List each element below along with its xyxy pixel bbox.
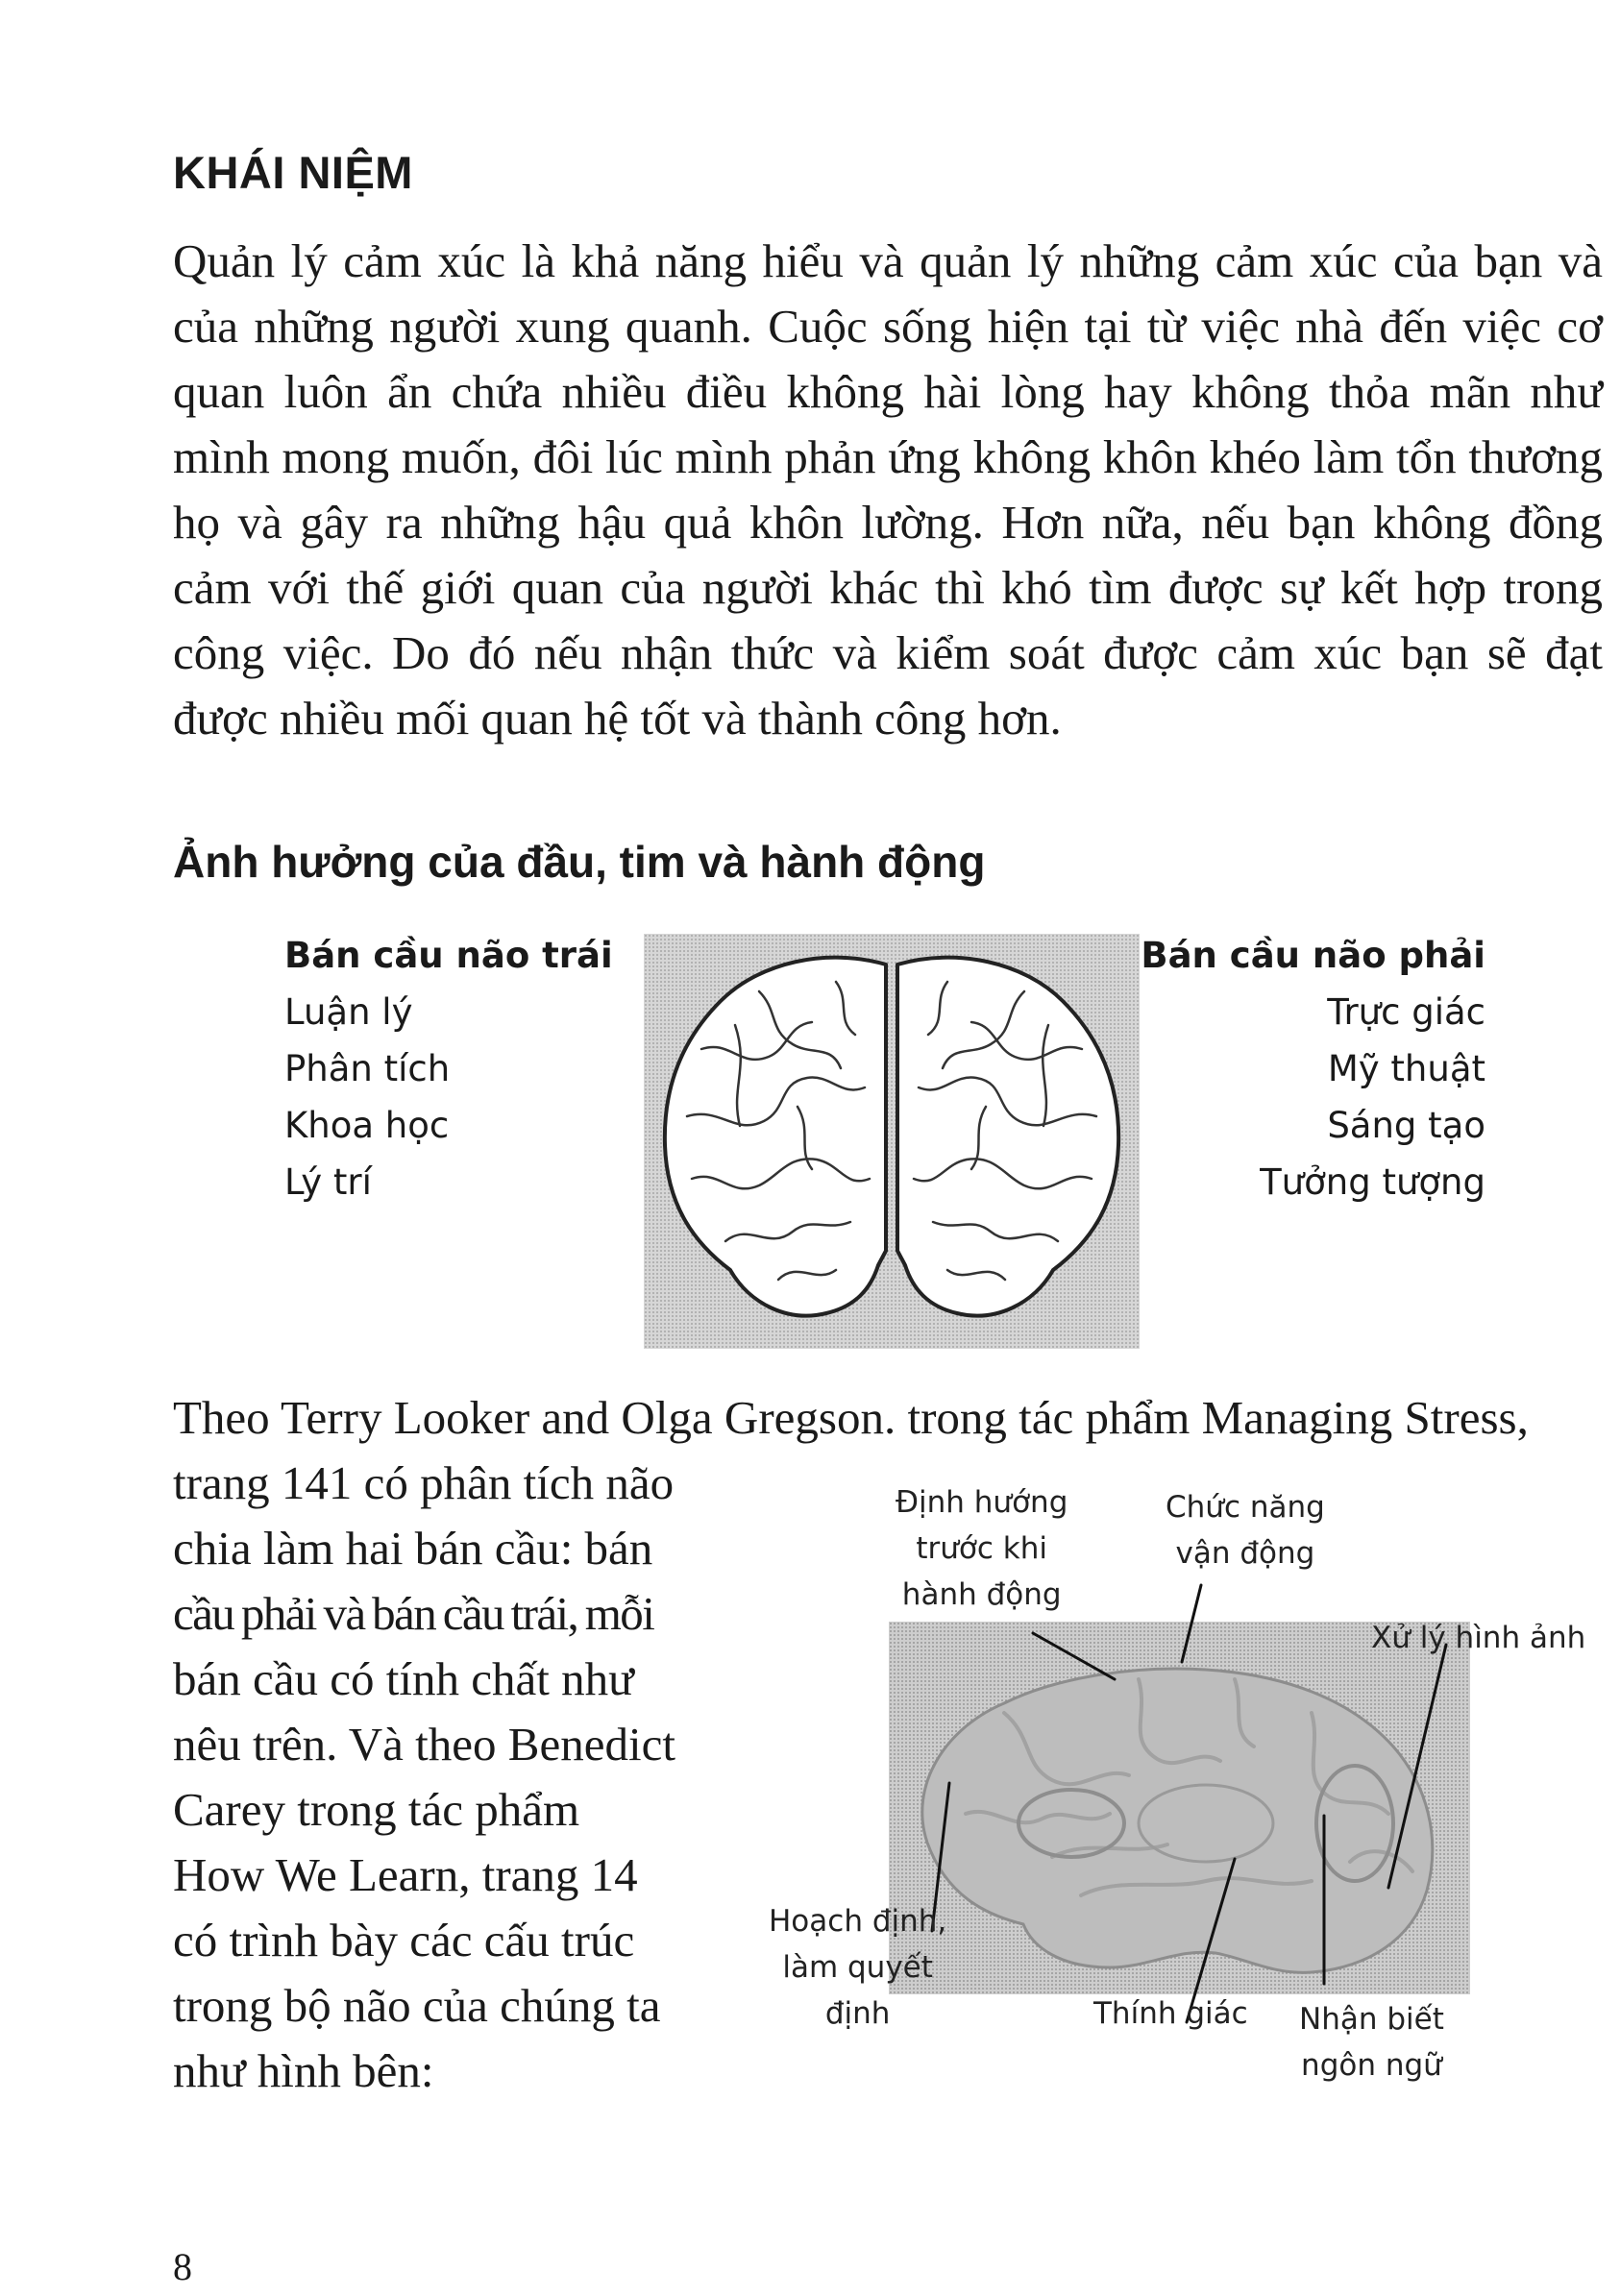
page-number: 8 <box>173 2245 192 2288</box>
left-item: Khoa học <box>284 1105 450 1146</box>
label-motor-function: Chức năng vận động <box>1166 1490 1325 1571</box>
subheading: Ảnh hưởng của đầu, tim và hành động <box>173 837 986 887</box>
left-hemisphere-list <box>284 927 613 1210</box>
left-item: Luận lý <box>284 991 413 1033</box>
reference-text-line: bán cầu có tính chất như <box>173 1652 634 1705</box>
reference-column <box>173 1451 701 2104</box>
brain-top-view-image <box>644 934 1140 1349</box>
reference-text-line: nêu trên. Và theo Benedict <box>173 1718 675 1771</box>
label-decision-making: Hoạch định, làm quyết định <box>769 1904 947 2031</box>
section-heading: KHÁI NIỆM <box>173 147 413 198</box>
label-hearing: Thính giác <box>1093 1996 1248 2031</box>
left-hemisphere-title: Bán cầu não trái <box>284 935 613 976</box>
right-item: Tưởng tượng <box>1260 1161 1485 1203</box>
intro-paragraph: Quản lý cảm xúc là khả năng hiểu và quản lý những cảm xúc của bạn và của những người xung quanh. Cuộc sống hiện tại từ việc nhà đến việc cơ quan luôn ẩn chứa nhiều điều không hài lòng hay không thỏa mãn như mình mong muốn, đôi lúc mình phản ứng không khôn khéo làm tổn thương họ và gây ra những hậu quả khôn lường. Hơn nữa, nếu bạn không đồng cảm với thế giới quan của người khác thì khó tìm được sự kết hợp trong công việc. Do đó nếu nhận thức và kiểm soát được cảm xúc bạn sẽ đạt được nhiều mối quan hệ tốt và thành công hơn. <box>173 234 1603 745</box>
right-hemisphere-list <box>1141 927 1485 1210</box>
right-item: Mỹ thuật <box>1327 1048 1485 1089</box>
label-image-processing: Xử lý hình ảnh <box>1371 1621 1586 1655</box>
right-item: Sáng tạo <box>1327 1105 1485 1146</box>
reference-line: Theo Terry Looker and Olga Gregson. trong tác phẩm Managing Stress, <box>173 1391 1529 1444</box>
right-hemisphere-title: Bán cầu não phải <box>1141 935 1485 976</box>
left-item: Phân tích <box>284 1048 451 1089</box>
brain-side-view-image <box>889 1622 1470 1994</box>
label-language-recognition: Nhận biết ngôn ngữ <box>1299 2002 1444 2083</box>
reference-text-line: How We Learn, trang 14 <box>173 1848 638 1901</box>
reference-text-line: Carey trong tác phẩm <box>173 1783 580 1836</box>
reference-text-line: trang 141 có phân tích não <box>173 1456 675 1509</box>
reference-text-line: như hình bên: <box>173 2044 434 2097</box>
reference-text-line: chia làm hai bán cầu: bán <box>173 1522 653 1575</box>
brain-side-view-illustration <box>889 1622 1470 1994</box>
brain-top-view-illustration <box>644 934 1140 1349</box>
right-item: Trực giác <box>1327 991 1485 1033</box>
label-planning-before-action: Định hướng trước khi hành động <box>896 1485 1068 1612</box>
left-item: Lý trí <box>284 1161 372 1203</box>
reference-text-line: trong bộ não của chúng ta <box>173 1979 661 2032</box>
reference-text-line: có trình bày các cấu trúc <box>173 1914 635 1966</box>
reference-text-line: cầu phải và bán cầu trái, mỗi <box>173 1587 654 1640</box>
